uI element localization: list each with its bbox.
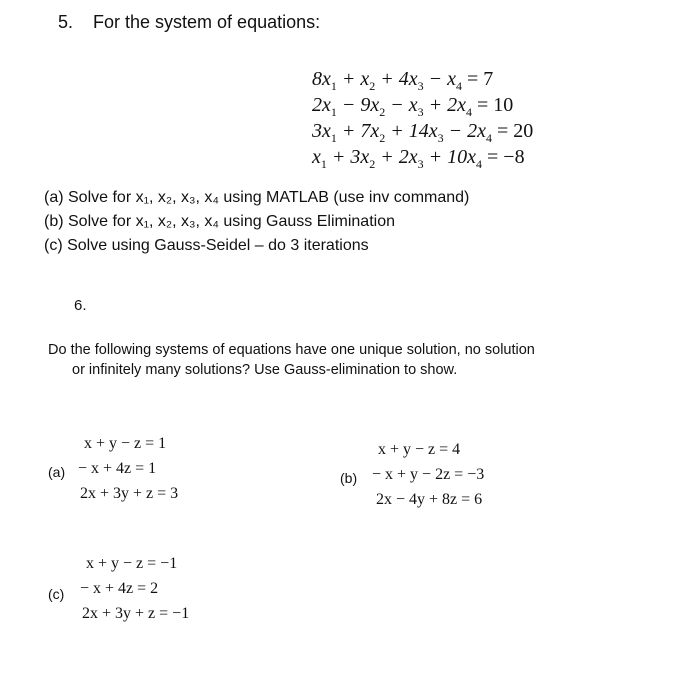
system-b-row-1: x + y − z = 4 [378,441,461,458]
system-c [80,551,189,626]
system-a-row-1: x + y − z = 1 [84,435,167,452]
question-5-title: For the system of equations: [93,12,321,32]
prompt-line-1: Do the following systems of equations have one unique solution, no solution [48,342,535,358]
prompt-line-2: or infinitely many solutions? Use Gauss-elimination to show. [72,362,458,378]
question-6-number: 6. [74,297,87,314]
system-a-row-3: 2x + 3y + z = 3 [80,485,179,502]
question-5-number: 5. [58,12,74,32]
system-b-row-2: − x + y − 2z = −3 [372,466,485,483]
system-c-label: (c) [48,586,65,602]
part-c: (c) Solve using Gauss-Seidel – do 3 iterations [44,237,369,254]
equation-4: $x_1 + 3x_2 + 2x_3 + 10x_4 = -8$ [312,146,525,171]
system-a-row-2: − x + 4z = 1 [78,460,157,477]
system-b-row-3: 2x − 4y + 8z = 6 [376,491,483,508]
equation-2: $2x_1 - 9x_2 - x_3 + 2x_4 = 10$ [312,94,514,119]
question-5-heading [58,12,320,33]
system-a [78,431,178,506]
system-b-label: (b) [340,470,358,486]
question-6-prompt [48,340,535,380]
question-5-parts [44,186,469,258]
system-b [372,437,484,512]
equation-system [312,66,533,170]
system-c-row-2: − x + 4z = 2 [80,580,159,597]
part-b: (b) Solve for x₁, x₂, x₃, x₄ using Gauss Elimination [44,213,395,230]
equation-1: $8x_1 + x_2 + 4x_3 - x_4 = 7$ [312,68,494,93]
system-c-row-3: 2x + 3y + z = −1 [82,605,190,622]
part-a: (a) Solve for x₁, x₂, x₃, x₄ using MATLAB (use inv command) [44,189,470,206]
system-c-row-1: x + y − z = −1 [86,555,178,572]
equation-3: $3x_1 + 7x_2 + 14x_3 - 2x_4 = 20$ [312,120,534,145]
system-a-label: (a) [48,464,66,480]
